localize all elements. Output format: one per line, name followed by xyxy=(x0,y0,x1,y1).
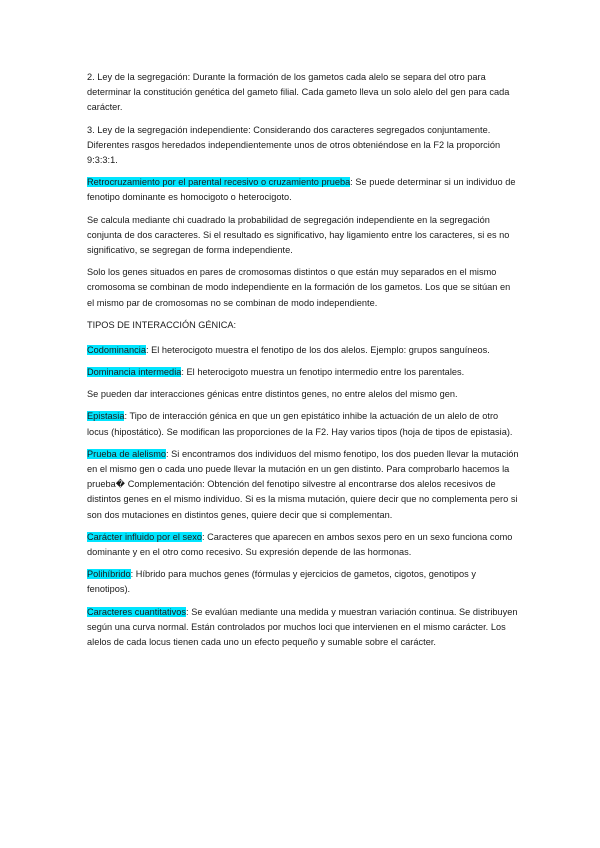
paragraph-text: : El heterocigoto muestra un fenotipo intermedio entre los parentales. xyxy=(181,367,465,378)
heading-text: TIPOS DE INTERACCIÓN GÉNICA: xyxy=(87,319,237,330)
highlighted-term: Caracteres cuantitativos xyxy=(87,606,187,617)
paragraph-caracter-influido-sexo xyxy=(87,530,519,560)
paragraph-text: : Caracteres que aparecen en ambos sexos pero en un sexo funciona como dominante y en el otro como recesivo. Su expresión depende de las hormonas. xyxy=(87,531,513,558)
document-page xyxy=(87,70,519,657)
paragraph-codominancia xyxy=(87,343,519,358)
highlighted-term: Prueba de alelismo xyxy=(87,448,167,459)
highlighted-term: Carácter influido por el sexo xyxy=(87,531,202,542)
paragraph-text: : Se evalúan mediante una medida y muestran variación continua. Se distribuyen según una curva normal. Están controlados por muchos loci que intervienen en el mismo carácter. Los alelos de cada locus tienen cada uno un efecto pequeño y sumable sobre el carácter. xyxy=(87,606,518,648)
highlighted-term: Dominancia intermedia xyxy=(87,367,182,378)
paragraph-prueba-alelismo xyxy=(87,447,519,523)
paragraph-chi-cuadrado xyxy=(87,213,519,259)
paragraph-interacciones-genicas xyxy=(87,387,519,402)
paragraph-ley-segregacion xyxy=(87,70,519,116)
paragraph-polihibrido xyxy=(87,567,519,597)
paragraph-text: : Tipo de interacción génica en que un gen epistático inhibe la actuación de un alelo de otro locus (hipostático). Se modifican las proporciones de la F2. Hay varios tipos (hoja de tipos de epistasia). xyxy=(87,411,513,437)
paragraph-retrocruzamiento xyxy=(87,175,519,205)
highlighted-term: Retrocruzamiento por el parental recesivo o cruzamiento prueba xyxy=(87,177,351,188)
paragraph-text: 2. Ley de la segregación: Durante la formación de los gametos cada alelo se separa del otro para determinar la constitución genética del gameto filial. Cada gameto lleva un solo alelo del gen para cada carácter. xyxy=(87,72,510,113)
paragraph-text: : Híbrido para muchos genes (fórmulas y ejercicios de gametos, cigotos, genotipos y fenotipos). xyxy=(87,569,476,595)
paragraph-caracteres-cuantitativos xyxy=(87,605,519,651)
paragraph-text: : El heterocigoto muestra el fenotipo de los dos alelos. Ejemplo: grupos sanguíneos. xyxy=(145,344,490,355)
highlighted-term: Epistasia xyxy=(87,411,125,422)
paragraph-text: Solo los genes situados en pares de cromosomas distintos o que están muy separados en el mismo cromosoma se combinan de modo independiente en la formación de los gametos. Los que se sitúan en el mismo par de cromosomas no se combinan de modo independiente. xyxy=(87,267,511,308)
paragraph-dominancia-intermedia xyxy=(87,365,519,380)
section-heading xyxy=(87,318,519,333)
paragraph-text: 3. Ley de la segregación independiente: Considerando dos caracteres segregados conjuntamente. Diferentes rasgos heredados independientemente unos de otros obteniéndose en la F2 la proporción 9:3:3:1. xyxy=(87,124,501,166)
paragraph-text: Se pueden dar interacciones génicas entre distintos genes, no entre alelos del mismo gen. xyxy=(87,389,458,400)
paragraph-text: : Se puede determinar si un individuo de fenotipo dominante es homocigoto o heterocigoto. xyxy=(87,177,516,203)
paragraph-ley-segregacion-independiente xyxy=(87,123,519,169)
paragraph-epistasia xyxy=(87,409,519,439)
paragraph-genes-cromosomas xyxy=(87,265,519,311)
paragraph-text: Se calcula mediante chi cuadrado la probabilidad de segregación independiente en la segregación conjunta de dos caracteres. Si el resultado es significativo, hay ligamiento entre los caracteres, si es no significativo, se segregan de forma independiente. xyxy=(87,214,510,256)
paragraph-text: : Si encontramos dos individuos del mismo fenotipo, los dos pueden llevar la mutación en el mismo gen o cada uno puede llevar la mutación en un gen distinto. Para comprobarlo hacemos la prueba� Complementación: Obtención del fenotipo silvestre al encontrarse dos alelos recesivos de distintos genes en el mismo individuo. Si es la misma mutación, quiere decir que no complementa pero si son dos mutaciones en distintos genes, quiere decir que si complementan. xyxy=(87,448,519,520)
highlighted-term: Codominancia xyxy=(87,344,146,355)
highlighted-term: Polihíbrido xyxy=(87,569,131,580)
